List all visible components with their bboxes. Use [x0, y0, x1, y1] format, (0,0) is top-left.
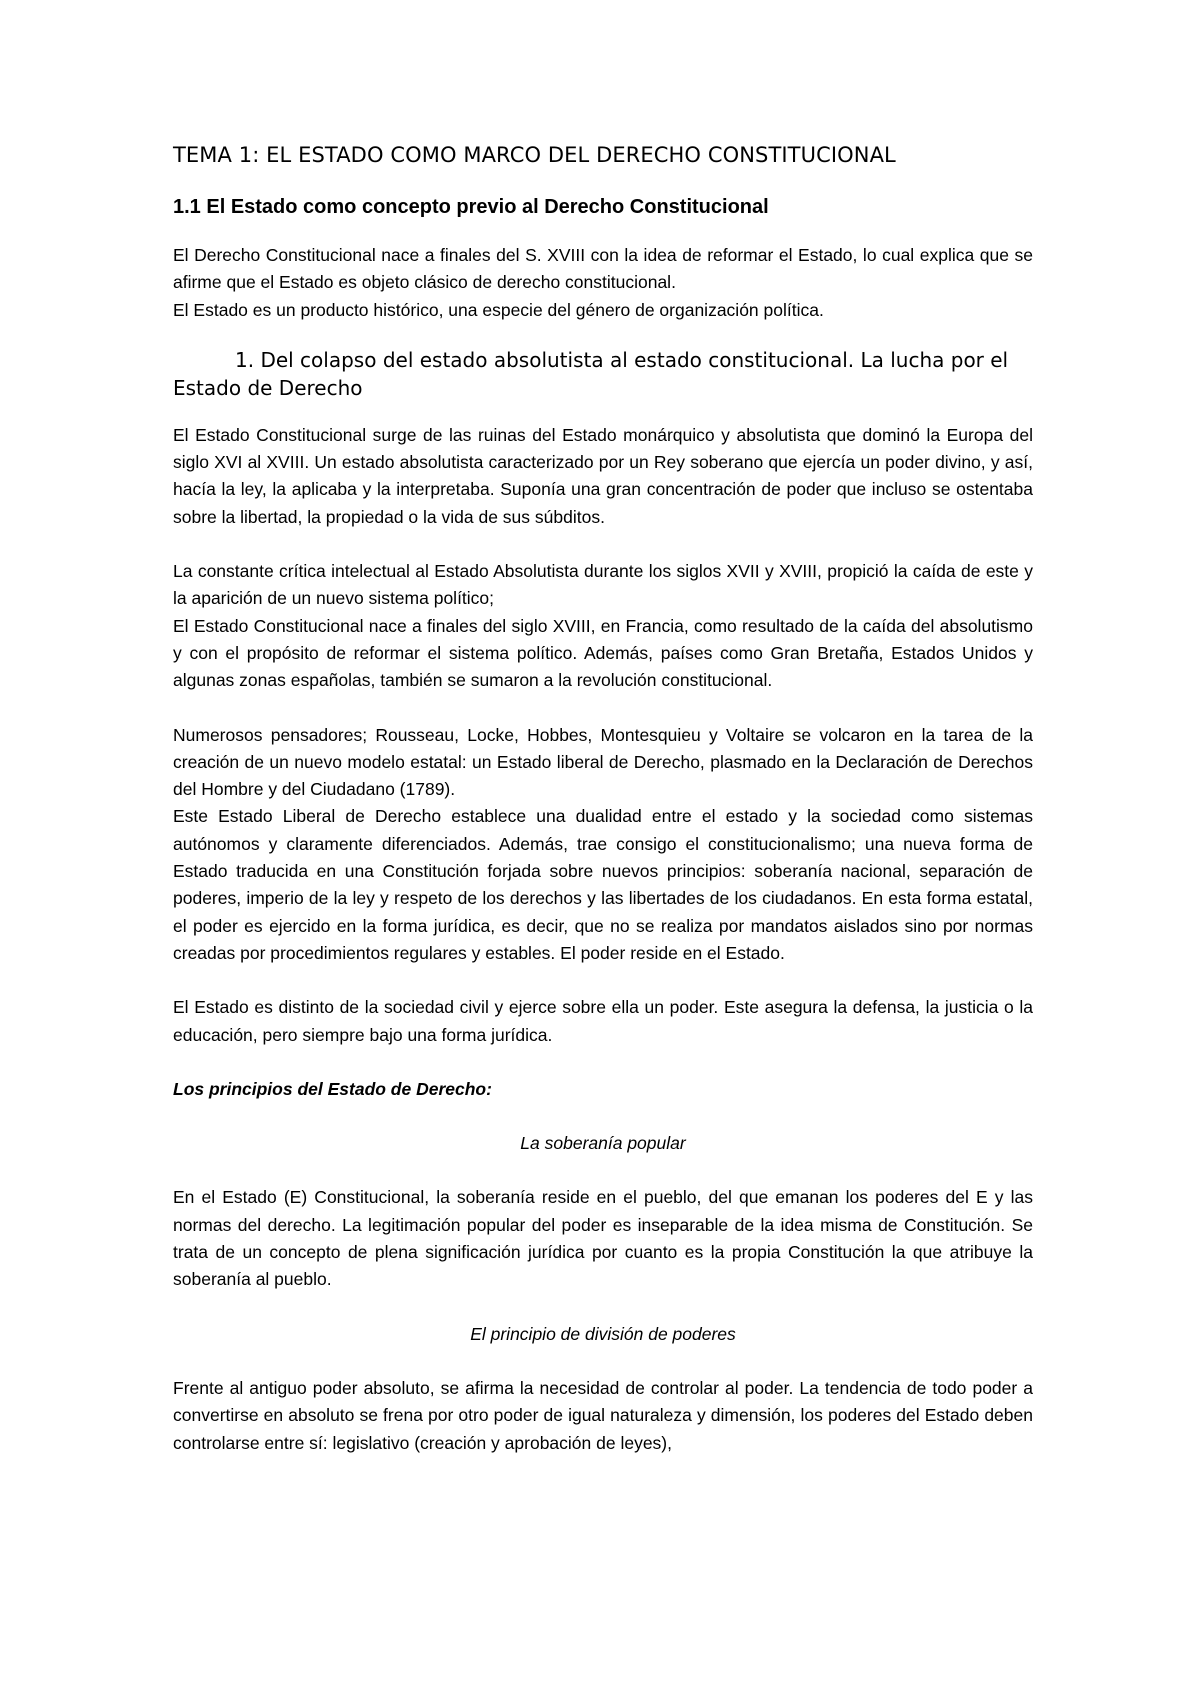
principle-title-division-poderes: El principio de división de poderes: [470, 1323, 736, 1344]
paragraph-estado-absolutista: El Estado Constitucional surge de las ruinas del Estado monárquico y absolutista que dominó la Europa del siglo XVI al XVIII. Un estado absolutista caracterizado por un Rey soberano que ejercía un poder divino, y así, hacía la ley, la aplicaba y la interpretaba. Suponía una gran concentración de poder que incluso se ostentaba sobre la libertad, la propiedad o la vida de sus súbditos.: [173, 424, 1033, 527]
principles-label: Los principios del Estado de Derecho:: [173, 1078, 492, 1099]
paragraph-division-poderes: Frente al antiguo poder absoluto, se afirma la necesidad de controlar al poder. La tendencia de todo poder a convertirse en absoluto se frena por otro poder de igual naturaleza y dimensión, los poderes del Estado deben controlarse entre sí: legislativo (creación y aprobación de leyes),: [173, 1377, 1033, 1453]
paragraph-derecho-constitucional: El Derecho Constitucional nace a finales del S. XVIII con la idea de reformar el Estado, lo cual explica que se afirme que el Estado es objeto clásico de derecho constitucional.: [173, 245, 1033, 293]
paragraph-nace-estado-constitucional: El Estado Constitucional nace a finales del siglo XVIII, en Francia, como resultado de la caída del absolutismo y con el propósito de reformar el sistema político. Además, países como Gran Bretaña, Estados Unidos y algunas zonas españolas, también se sumaron a la revolución constitucional.: [173, 615, 1033, 691]
paragraph-soberania-popular: En el Estado (E) Constitucional, la soberanía reside en el pueblo, del que emanan los poderes del E y las normas del derecho. La legitimación popular del poder es inseparable de la idea misma de Constitución. Se trata de un concepto de plena significación jurídica por cuanto es la propia Constitución la que atribuye la soberanía al pueblo.: [173, 1187, 1033, 1290]
principle-title-soberania: La soberanía popular: [520, 1133, 686, 1154]
document-body: [173, 138, 1033, 1457]
paragraph-estado-liberal: Este Estado Liberal de Derecho establece una dualidad entre el estado y la sociedad como sistemas autónomos y claramente diferenciados. Además, trae consigo el constitucionalismo; una nueva forma de Estado traducida en una Constitución forjada sobre nuevos principios: soberanía nacional, separación de poderes, imperio de la ley y respeto de los derechos y las libertades de los ciudadanos. En esta forma estatal, el poder es ejercido en la forma jurídica, es decir, que no se realiza por mandatos aislados sino por normas creadas por procedimientos regulares y estables. El poder reside en el Estado.: [173, 806, 1033, 963]
paragraph-critica-intelectual: La constante crítica intelectual al Estado Absolutista durante los siglos XVII y XVIII, propició la caída de este y la aparición de un nuevo sistema político;: [173, 561, 1033, 609]
section-heading-1-1: 1.1 El Estado como concepto previo al Derecho Constitucional: [173, 196, 769, 218]
paragraph-pensadores: Numerosos pensadores; Rousseau, Locke, Hobbes, Montesquieu y Voltaire se volcaron en la tarea de la creación de un nuevo modelo estatal: un Estado liberal de Derecho, plasmado en la Declaración de Derechos del Hombre y del Ciudadano (1789).: [173, 724, 1033, 800]
paragraph-estado-sociedad-civil: El Estado es distinto de la sociedad civil y ejerce sobre ella un poder. Este asegura la defensa, la justicia o la educación, pero siempre bajo una forma jurídica.: [173, 997, 1033, 1045]
paragraph-estado-producto-historico: El Estado es un producto histórico, una especie del género de organización política.: [173, 299, 824, 320]
subsection-heading-1: 1. Del colapso del estado absolutista al estado constitucional. La lucha por el Estado de Derecho: [173, 347, 1009, 400]
document-title: TEMA 1: EL ESTADO COMO MARCO DEL DERECHO CONSTITUCIONAL: [173, 143, 896, 167]
